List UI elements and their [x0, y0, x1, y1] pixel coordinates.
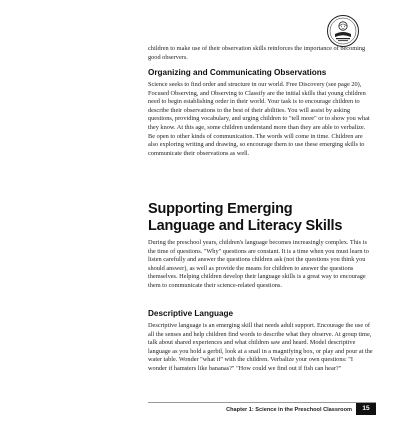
major-heading-line-1: Supporting Emerging: [148, 201, 293, 217]
section-organizing-body: [148, 81, 373, 158]
section-paragraph: Science seeks to find order and structure in our world. Free Discovery (see page 20), Focused Observing, and Observing to Classify are the initial skills that young children need to begin establishing order in their world. Your task is to encourage children to describe their observations to the best of their abilities. You will assist by asking questions, providing vocabulary, and urging children to "tell more" or to show you what they know. At this age, some children understand more than they are able to verbalize. Be open to other kinds of communication. The words will come in time. Children are also exploring writing and drawing, so encourage them to use these emerging skills to communicate their observations as well.: [148, 81, 370, 157]
section-paragraph: During the preschool years, children's language becomes increasingly complex. This is the time of questions. "Why" questions are constant. It is a time when you must learn to listen carefully and answer the questions children ask (not the questions you think you should answer), as well as provide the means for children to answer the questions themselves. Helping children develop their language skills is a great way to encourage them to communicate their science-related questions.: [148, 239, 369, 289]
intro-block: [148, 45, 373, 62]
section-language-literacy-body: [148, 239, 373, 291]
section-paragraph: Descriptive language is an emerging skill that needs adult support. Encourage the use of all the senses and help children find words to describe what they observe. At group time, talk about shared experiences and what children saw and heard. Model descriptive language as you hold a gerbil, look at a snail in a magnifying box, or play and pour at the water table. Wonder "what if" with the children. Verbalize your own questions: "I wonder if hamsters like bananas?" "How could we find out if fish can hear?": [148, 322, 373, 372]
chapter-title: Chapter 1: Science in the Preschool Classroom: [226, 407, 352, 413]
intro-paragraph: children to make use of their observation skills reinforces the importance of becoming good observers.: [148, 45, 366, 61]
section-organizing: [148, 68, 373, 78]
major-heading-line-2: Language and Literacy Skills: [148, 217, 343, 234]
section-language-literacy: [148, 201, 373, 234]
preschool-classroom-logo-icon: [326, 14, 360, 48]
section-descriptive-language: [148, 309, 373, 319]
page-footer: [148, 402, 376, 415]
page-number: 15: [356, 403, 376, 415]
section-heading: Descriptive Language: [148, 309, 234, 318]
section-descriptive-language-body: [148, 322, 373, 374]
section-heading: Organizing and Communicating Observations: [148, 68, 327, 77]
